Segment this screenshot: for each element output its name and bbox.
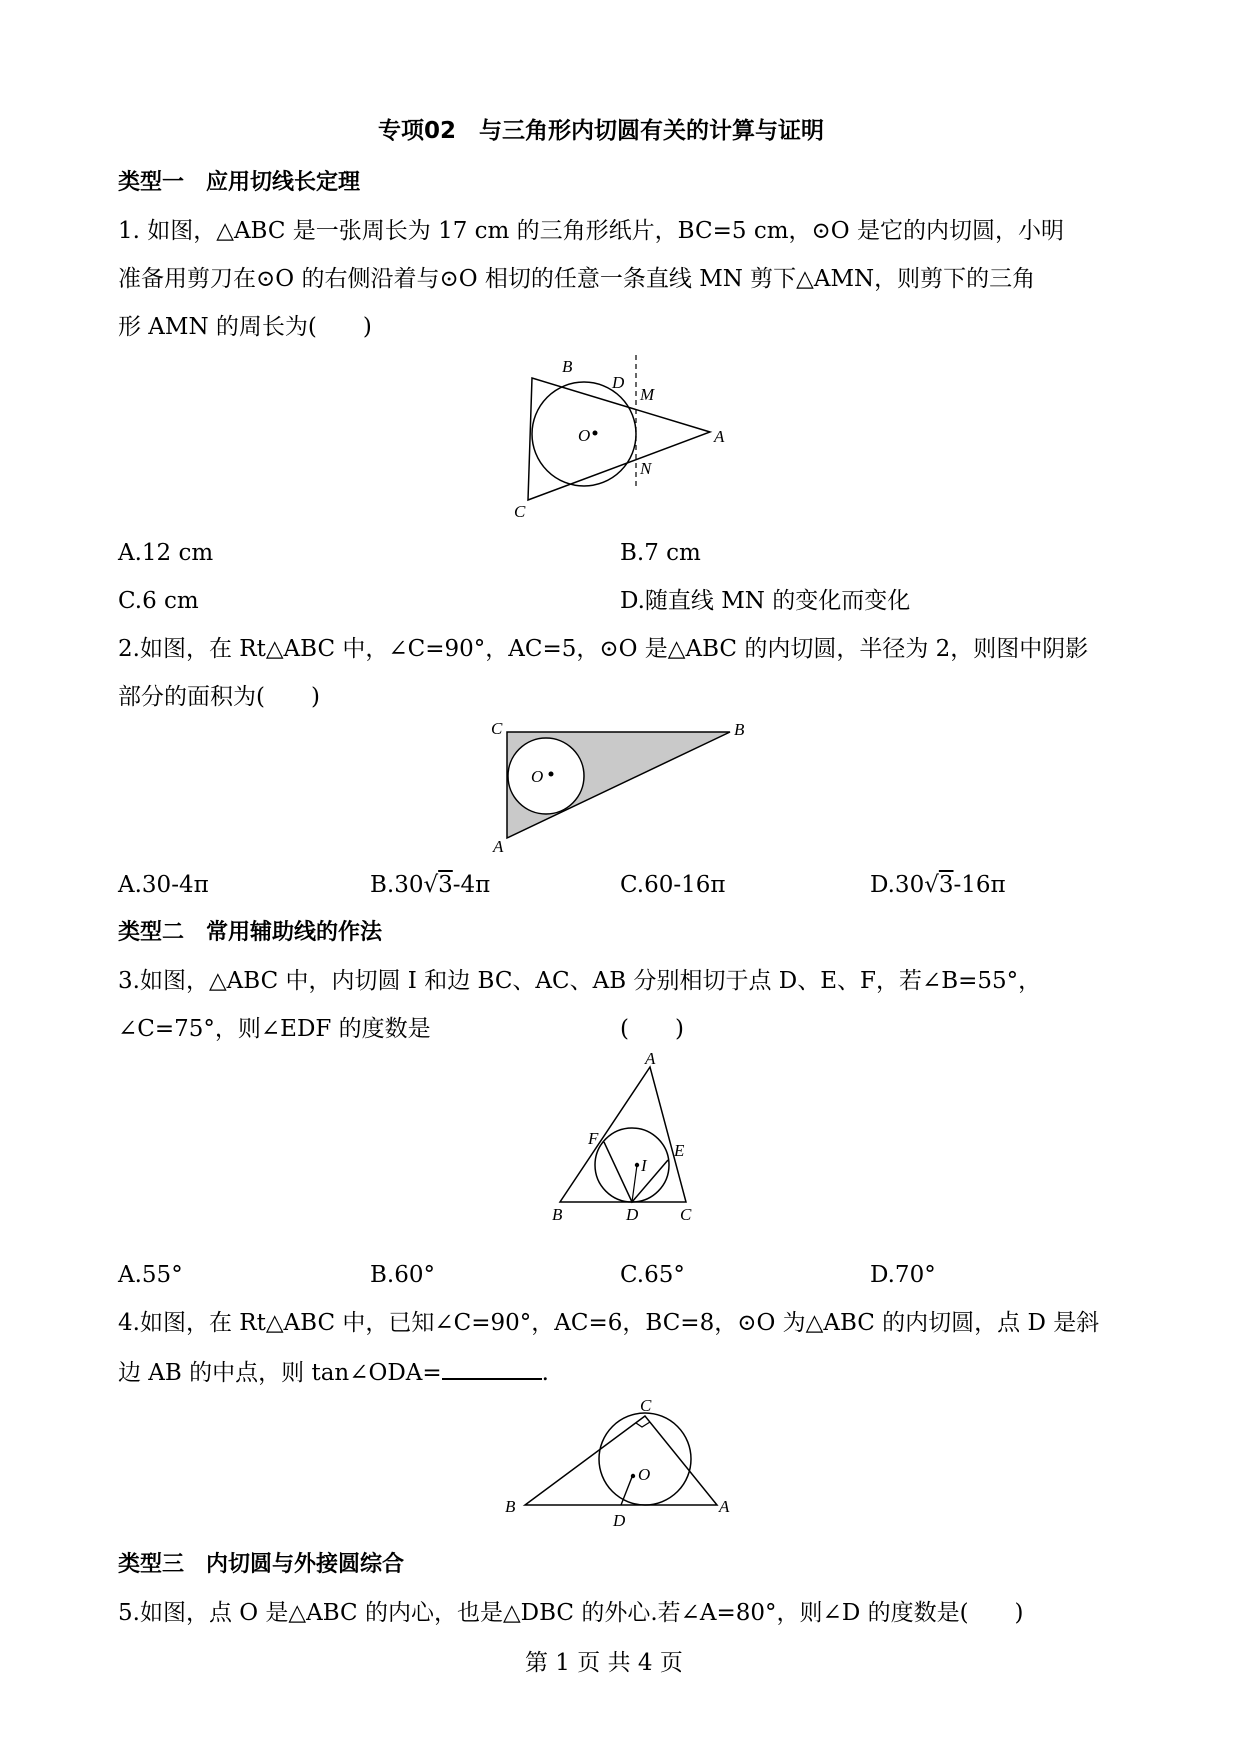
- q2-text-line1: 2.如图，在 Rt△ABC 中，∠C=90°，AC=5，⊙O 是△ABC 的内切圆，半径为 2，则图中阴影: [118, 636, 1089, 662]
- q3-option-a: A.55°: [118, 1262, 183, 1288]
- q1-option-c: C.6 cm: [118, 588, 199, 614]
- q1-label-c: C: [514, 502, 526, 521]
- q1-text-line1: 1. 如图，△ABC 是一张周长为 17 cm 的三角形纸片，BC=5 cm，⊙O 是它的内切圆，小明: [118, 218, 1064, 244]
- section-heading-3: 类型三 内切圆与外接圆综合: [118, 1552, 405, 1577]
- q1-option-b: B.7 cm: [620, 540, 701, 566]
- q1-option-a: A.12 cm: [118, 540, 214, 566]
- q1-figure: [500, 350, 740, 530]
- q4-label-c: C: [640, 1396, 652, 1415]
- page-title: 专项02 与三角形内切圆有关的计算与证明: [378, 118, 825, 144]
- q3-label-d: D: [626, 1205, 639, 1222]
- q4-label-b: B: [505, 1497, 516, 1516]
- q3-option-d: D.70°: [870, 1262, 936, 1288]
- q2-label-b: B: [734, 720, 745, 739]
- q1-label-m: M: [640, 385, 655, 404]
- q4-text-line1: 4.如图，在 Rt△ABC 中，已知∠C=90°，AC=6，BC=8，⊙O 为△ABC 的内切圆，点 D 是斜: [118, 1310, 1100, 1336]
- section-heading-1: 类型一 应用切线长定理: [118, 170, 361, 195]
- q4-label-a: A: [719, 1497, 730, 1516]
- q2-option-b: B.30√3-4π: [370, 872, 491, 898]
- q2-option-a: A.30-4π: [118, 872, 209, 898]
- q4-figure: [505, 1392, 745, 1532]
- q5-text-line1: 5.如图，点 O 是△ABC 的内心，也是△DBC 的外心.若∠A=80°，则∠D 的度数是( ): [118, 1600, 1024, 1626]
- section-heading-2: 类型二 常用辅助线的作法: [118, 920, 383, 945]
- q3-label-c: C: [680, 1205, 692, 1222]
- q3-label-e: E: [674, 1141, 685, 1160]
- q3-label-i: I: [641, 1156, 647, 1175]
- q1-label-a: A: [714, 427, 725, 446]
- q1-label-b: B: [562, 357, 573, 376]
- q4-text-line2: 边 AB 的中点，则 tan∠ODA= .: [118, 1356, 549, 1388]
- q3-figure: [540, 1052, 710, 1222]
- q2-label-a: A: [493, 837, 504, 856]
- q2-label-o: O: [531, 767, 544, 786]
- q3-option-c: C.65°: [620, 1262, 685, 1288]
- q1-label-d: D: [612, 373, 625, 392]
- q3-label-a: A: [645, 1052, 656, 1068]
- q2-label-c: C: [491, 719, 503, 738]
- q1-label-o: O: [578, 426, 591, 445]
- q2-figure: [485, 718, 755, 858]
- page-footer: 第 1 页 共 4 页: [525, 1650, 683, 1676]
- q1-text-line3: 形 AMN 的周长为( ): [118, 314, 372, 340]
- q3-text-line1: 3.如图，△ABC 中，内切圆 I 和边 BC、AC、AB 分别相切于点 D、E、F，若∠B=55°，: [118, 968, 1042, 994]
- q2-option-d: D.30√3-16π: [870, 872, 1006, 898]
- q4-label-d: D: [613, 1511, 626, 1530]
- q1-text-line2: 准备用剪刀在⊙O 的右侧沿着与⊙O 相切的任意一条直线 MN 剪下△AMN，则剪下的三角: [118, 266, 1036, 292]
- q2-text-line2: 部分的面积为( ): [118, 684, 320, 710]
- q1-option-d: D.随直线 MN 的变化而变化: [620, 588, 911, 614]
- q1-label-n: N: [640, 459, 652, 478]
- q4-answer-blank[interactable]: [442, 1356, 542, 1380]
- q3-label-f: F: [588, 1129, 599, 1148]
- q3-option-b: B.60°: [370, 1262, 435, 1288]
- q3-text-line2: ∠C=75°，则∠EDF 的度数是: [118, 1016, 431, 1042]
- q4-label-o: O: [638, 1465, 651, 1484]
- q3-answer-bracket: ( ): [620, 1016, 684, 1042]
- q3-label-b: B: [552, 1205, 563, 1222]
- q2-option-c: C.60-16π: [620, 872, 726, 898]
